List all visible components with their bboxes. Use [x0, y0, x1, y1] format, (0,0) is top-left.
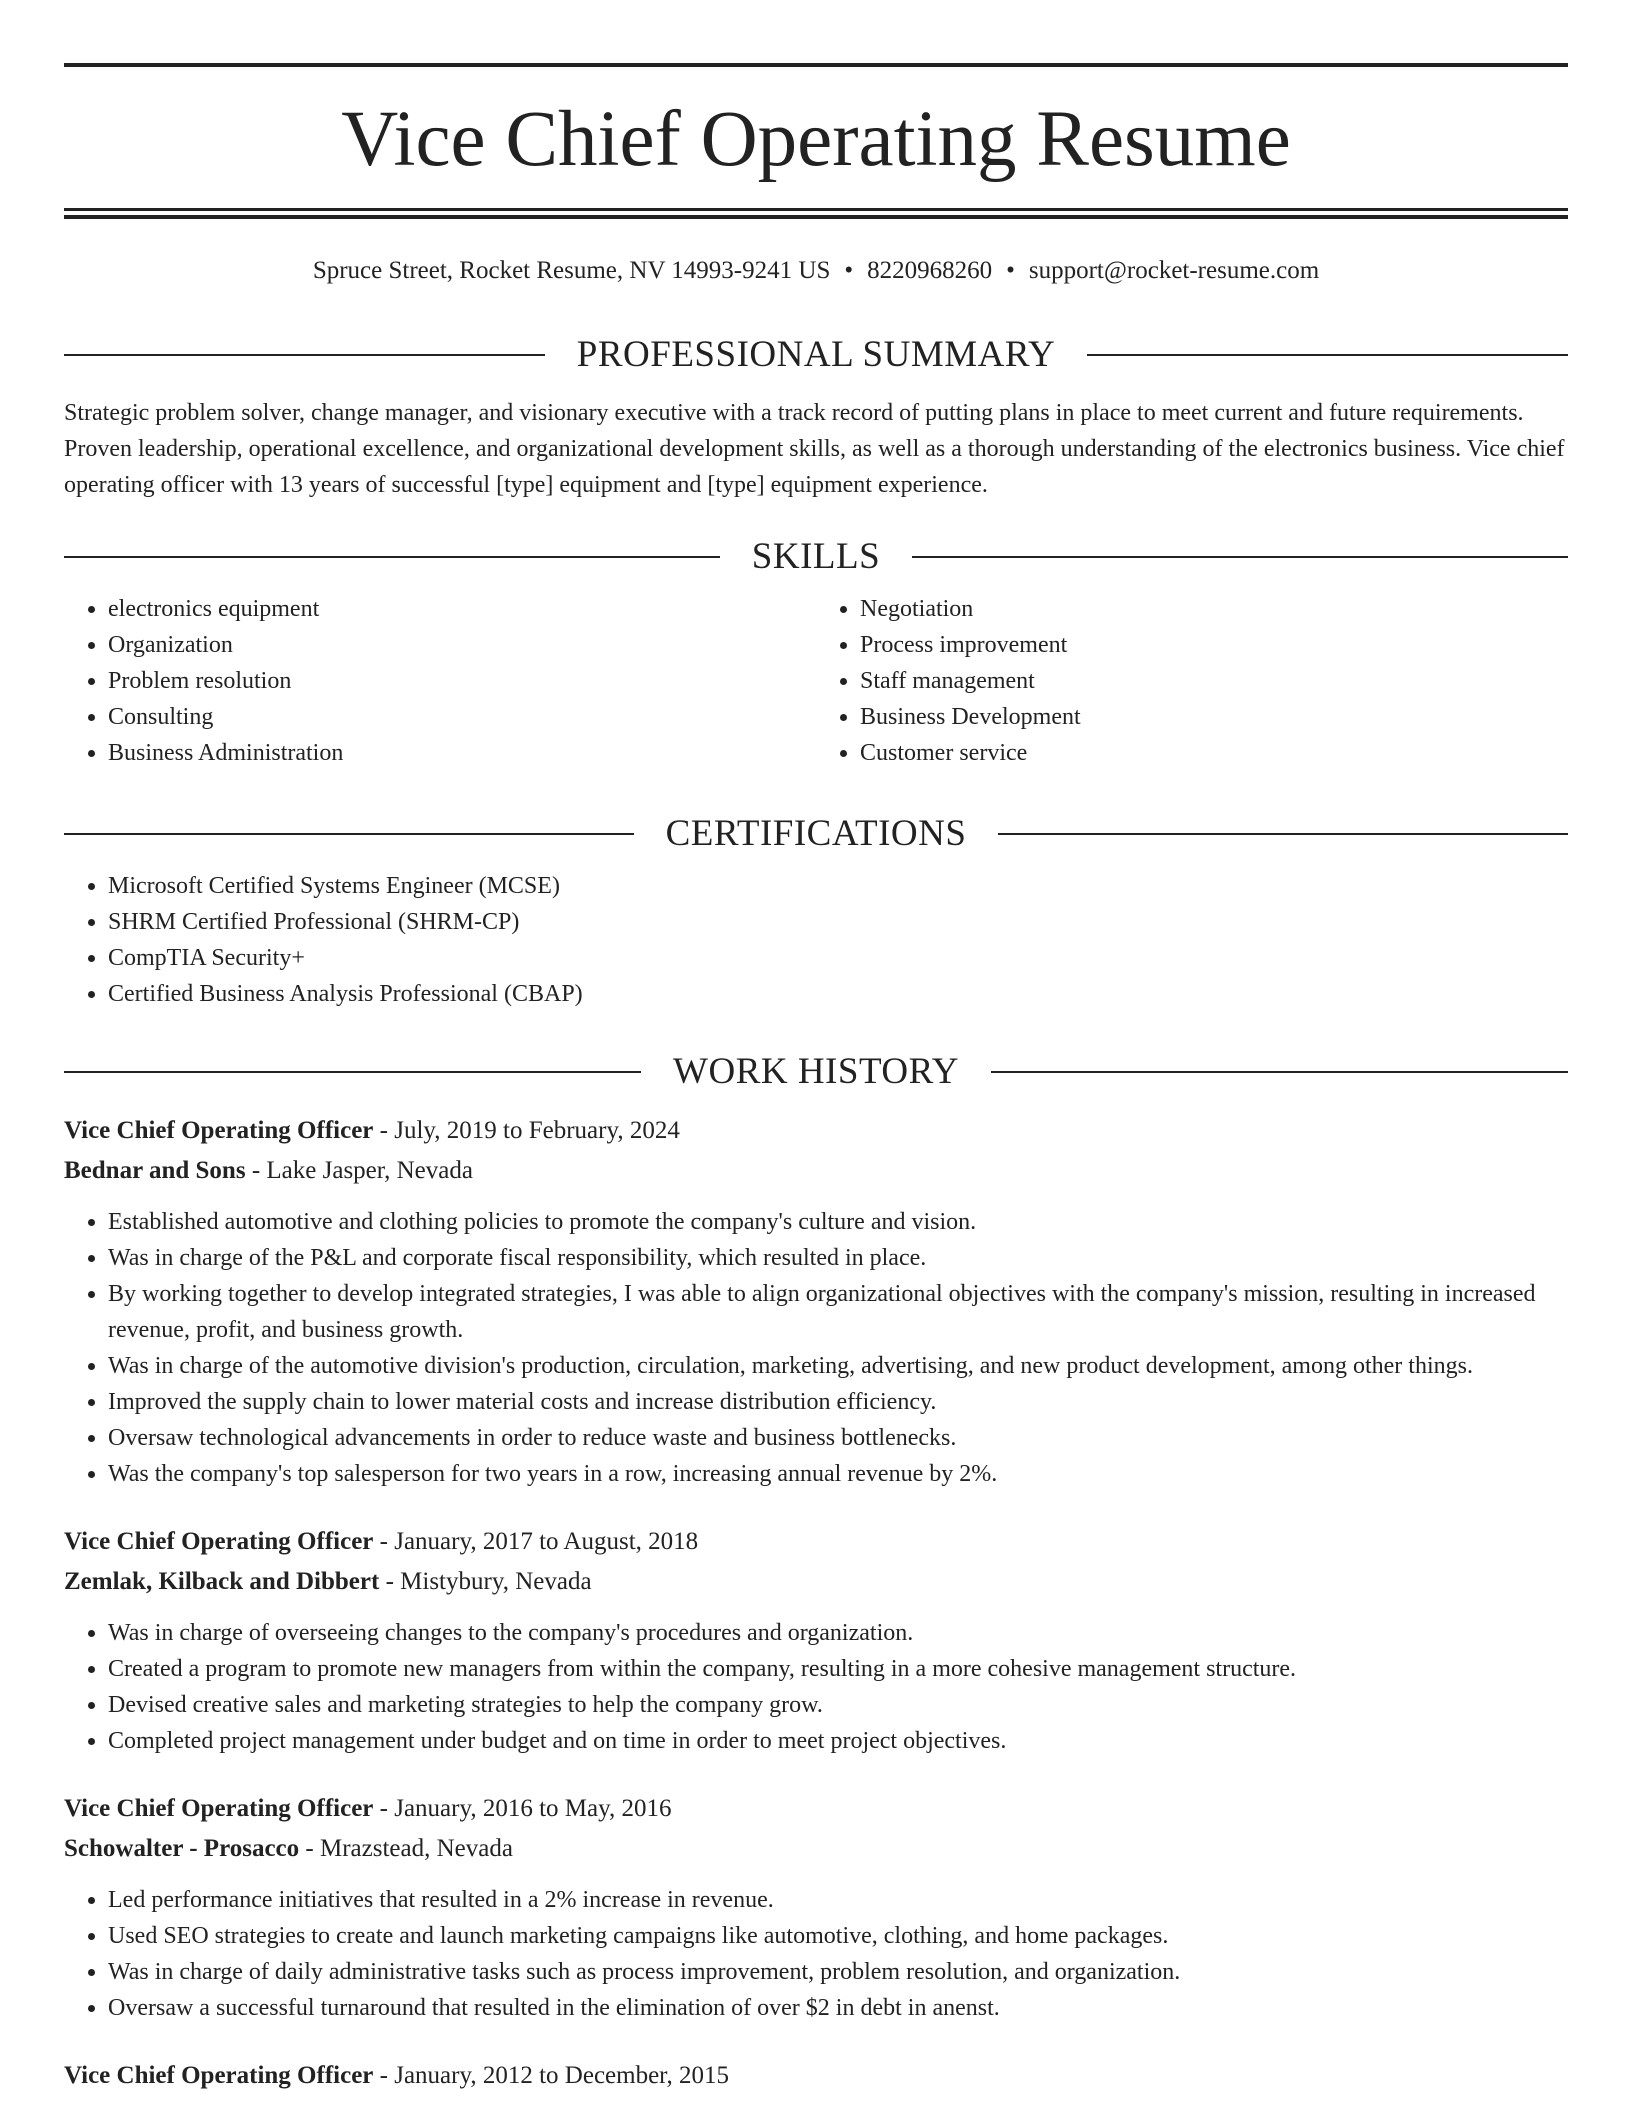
job-bullet: • Was in charge of the automotive division's production, circulation, marketing, advertising, and new product development, among other things.	[108, 1348, 1568, 1384]
job-entry	[64, 1522, 1568, 1759]
skill-item: • Negotiation	[860, 591, 1568, 627]
skill-item: • Problem resolution	[108, 663, 816, 699]
job-entry	[64, 1111, 1568, 1492]
skill-item: • Consulting	[108, 699, 816, 735]
certification-item: • Microsoft Certified Systems Engineer (MCSE)	[108, 868, 1568, 904]
job-bullet: • Was in charge of overseeing changes to the company's procedures and organization.	[108, 1615, 1568, 1651]
skill-item: • Customer service	[860, 735, 1568, 771]
job-bullet: • Oversaw technological advancements in order to reduce waste and business bottlenecks.	[108, 1420, 1568, 1456]
job-company-line	[64, 1151, 1568, 1191]
job-bullet: • Improved the supply chain to lower material costs and increase distribution efficiency.	[108, 1384, 1568, 1420]
skills-section	[64, 533, 1568, 771]
job-dates: July, 2019 to February, 2024	[394, 1117, 680, 1144]
job-company: Bednar and Sons	[64, 1157, 246, 1184]
job-company-line	[64, 1562, 1568, 1602]
contact-email: support@rocket-resume.com	[1028, 257, 1320, 284]
job-bullet: • By working together to develop integrated strategies, I was able to align organizational objectives with the company's mission, resulting in increased revenue, profit, and business growth.	[108, 1276, 1568, 1348]
section-heading	[64, 1048, 1568, 1096]
summary-section	[64, 331, 1568, 503]
dash-separator: -	[373, 1117, 395, 1144]
job-bullet: • Oversaw a successful turnaround that resulted in the elimination of over $2 in debt in anenst.	[108, 1990, 1568, 2026]
section-heading	[64, 533, 1568, 581]
section-heading	[64, 331, 1568, 379]
dash-separator: -	[373, 1795, 395, 1822]
job-bullet: • Completed project management under budget and on time in order to meet project objectives.	[108, 1723, 1568, 1759]
job-bullet: • Was the company's top salesperson for two years in a row, increasing annual revenue by 2%.	[108, 1456, 1568, 1492]
job-dates: January, 2012 to December, 2015	[394, 2062, 729, 2089]
contact-address: Spruce Street, Rocket Resume, NV 14993-9241 US	[312, 257, 831, 284]
job-bullets	[64, 1882, 1568, 2026]
job-location: Mistybury, Nevada	[400, 1568, 592, 1595]
dash-separator: -	[245, 1157, 267, 1184]
job-company: Schowalter - Prosacco	[64, 1835, 300, 1862]
certifications-list	[64, 868, 1568, 1012]
heading-rule	[912, 556, 1568, 558]
job-title: Vice Chief Operating Officer	[64, 1117, 374, 1144]
work-history-heading: WORK HISTORY	[673, 1051, 959, 1092]
certification-item: • Certified Business Analysis Professional (CBAP)	[108, 976, 1568, 1012]
dash-separator: -	[299, 1835, 320, 1862]
heading-rule	[991, 1071, 1568, 1073]
job-title: Vice Chief Operating Officer	[64, 2062, 374, 2089]
section-heading	[64, 810, 1568, 858]
skill-item: • Staff management	[860, 663, 1568, 699]
heading-rule	[64, 833, 634, 835]
skill-item: • electronics equipment	[108, 591, 816, 627]
job-title: Vice Chief Operating Officer	[64, 1528, 374, 1555]
resume-title: Vice Chief Operating Resume	[341, 96, 1291, 183]
job-title-line	[64, 1789, 1568, 1829]
contact-phone: 8220968260	[867, 257, 993, 284]
job-bullet: • Led performance initiatives that resulted in a 2% increase in revenue.	[108, 1882, 1568, 1918]
job-title-line	[64, 2056, 1568, 2096]
job-entry	[64, 1789, 1568, 2026]
skill-item: • Process improvement	[860, 627, 1568, 663]
summary-text: Strategic problem solver, change manager, and visionary executive with a track record of putting plans in place to meet current and future requirements. Proven leadership, operational excellence, and organizational development skills, as well as a thorough understanding of the electronics business. Vice chief operating officer with 13 years of successful [type] equipment and [type] equipment experience.	[64, 400, 1565, 498]
skills-list-right	[816, 591, 1568, 771]
top-rule	[64, 63, 1568, 67]
job-bullet: • Was in charge of the P&L and corporate fiscal responsibility, which resulted in place.	[108, 1240, 1568, 1276]
heading-rule	[64, 556, 720, 558]
certification-item: • SHRM Certified Professional (SHRM-CP)	[108, 904, 1568, 940]
summary-heading: PROFESSIONAL SUMMARY	[576, 334, 1056, 375]
job-bullet: • Devised creative sales and marketing strategies to help the company grow.	[108, 1687, 1568, 1723]
job-company-line	[64, 1829, 1568, 1869]
skill-item: • Business Development	[860, 699, 1568, 735]
job-title-line	[64, 1522, 1568, 1562]
job-bullet: • Was in charge of daily administrative tasks such as process improvement, problem resolution, and organization.	[108, 1954, 1568, 1990]
dash-separator: -	[373, 1528, 395, 1555]
job-location: Lake Jasper, Nevada	[266, 1157, 473, 1184]
heading-rule	[1087, 354, 1568, 356]
work-history-section	[64, 1048, 1568, 2096]
job-bullet: • Created a program to promote new managers from within the company, resulting in a more cohesive management structure.	[108, 1651, 1568, 1687]
certifications-section	[64, 810, 1568, 1012]
contact-separator: •	[844, 257, 854, 284]
dash-separator: -	[373, 2062, 395, 2089]
job-bullet: • Used SEO strategies to create and launch marketing campaigns like automotive, clothing, and home packages.	[108, 1918, 1568, 1954]
heading-rule	[998, 833, 1568, 835]
certifications-heading: CERTIFICATIONS	[665, 813, 967, 854]
heading-rule	[64, 1071, 641, 1073]
contact-separator: •	[1006, 257, 1015, 284]
contact-line	[64, 254, 1568, 288]
job-entry	[64, 2056, 1568, 2096]
job-bullets	[64, 1204, 1568, 1492]
skills-list-left	[64, 591, 816, 771]
skill-item: • Organization	[108, 627, 816, 663]
job-location: Mrazstead, Nevada	[319, 1835, 513, 1862]
dash-separator: -	[379, 1568, 401, 1595]
skills-columns	[64, 591, 1568, 771]
job-bullet: • Established automotive and clothing policies to promote the company's culture and vision.	[108, 1204, 1568, 1240]
job-bullets	[64, 1615, 1568, 1759]
job-title: Vice Chief Operating Officer	[64, 1795, 374, 1822]
heading-rule	[64, 354, 545, 356]
job-dates: January, 2016 to May, 2016	[394, 1795, 672, 1822]
skill-item: • Business Administration	[108, 735, 816, 771]
skills-heading: SKILLS	[751, 536, 881, 577]
certification-item: • CompTIA Security+	[108, 940, 1568, 976]
job-title-line	[64, 1111, 1568, 1151]
title-double-rule	[64, 208, 1568, 219]
job-company: Zemlak, Kilback and Dibbert	[64, 1568, 380, 1595]
job-dates: January, 2017 to August, 2018	[394, 1528, 699, 1555]
